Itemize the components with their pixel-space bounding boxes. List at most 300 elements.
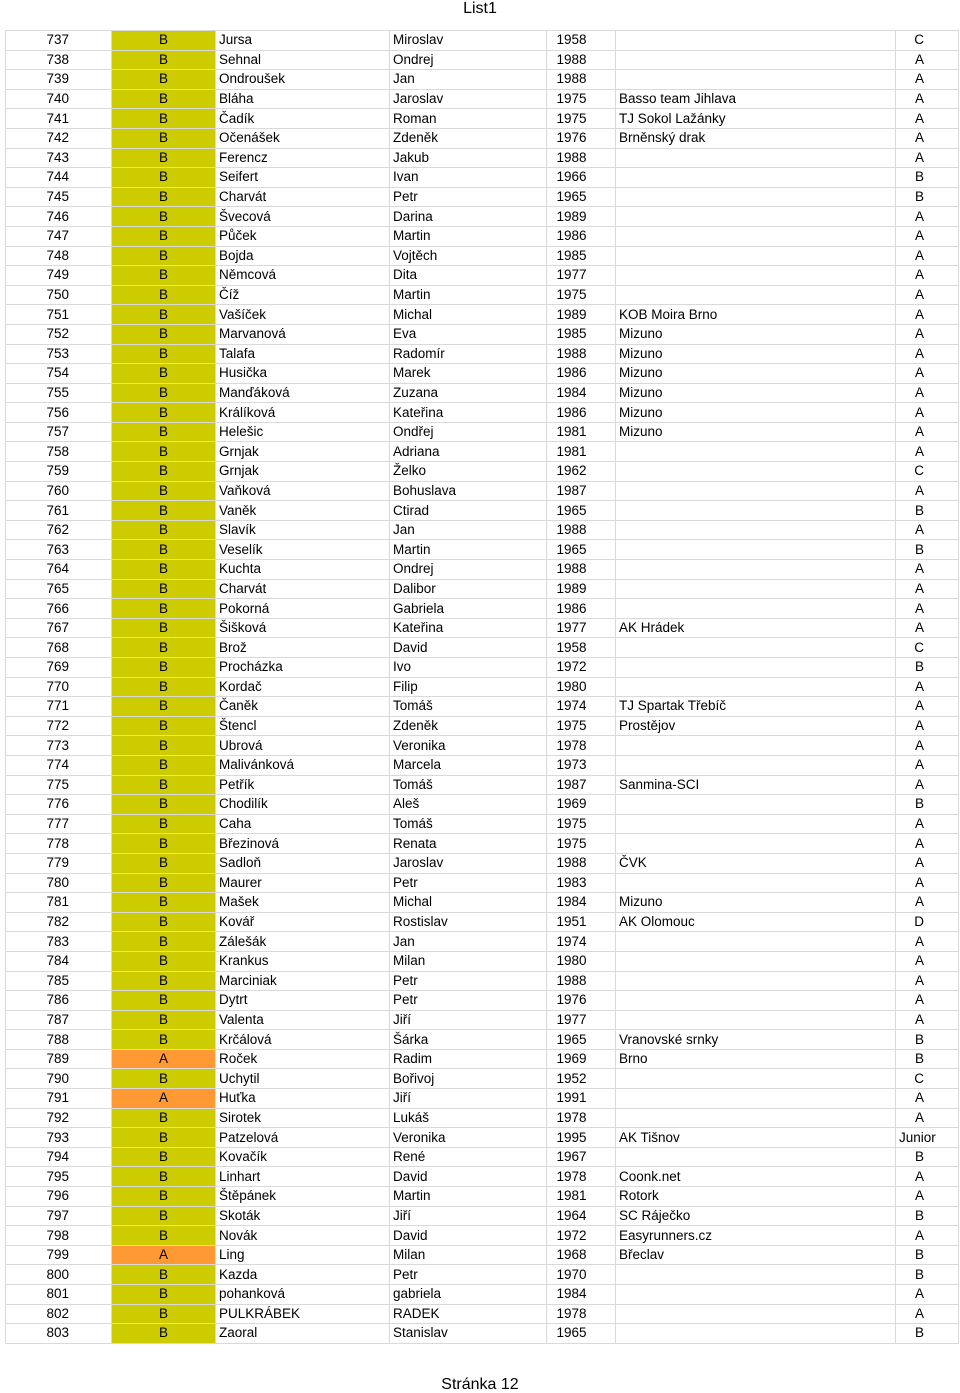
club-cell xyxy=(616,1069,896,1089)
start-number-cell: 792 xyxy=(6,1108,112,1128)
first-name-cell: Lukáš xyxy=(390,1108,547,1128)
class-cell: B xyxy=(896,1324,959,1344)
class-cell: A xyxy=(896,344,959,364)
first-name-cell: Jan xyxy=(390,520,547,540)
club-cell: SC Ráječko xyxy=(616,1206,896,1226)
first-name-cell: Želko xyxy=(390,462,547,482)
surname-cell: Marciniak xyxy=(216,971,390,991)
table-row xyxy=(6,1167,959,1187)
category-cell: B xyxy=(112,422,216,442)
start-number-cell: 784 xyxy=(6,951,112,971)
club-cell: KOB Moira Brno xyxy=(616,305,896,325)
club-cell xyxy=(616,795,896,815)
club-cell xyxy=(616,1108,896,1128)
table-row xyxy=(6,246,959,266)
category-cell: B xyxy=(112,1226,216,1246)
club-cell: ČVK xyxy=(616,853,896,873)
surname-cell: Brož xyxy=(216,638,390,658)
start-number-cell: 768 xyxy=(6,638,112,658)
first-name-cell: Jiří xyxy=(390,1089,547,1109)
start-number-cell: 789 xyxy=(6,1049,112,1069)
surname-cell: Grnjak xyxy=(216,442,390,462)
category-cell: B xyxy=(112,148,216,168)
birth-year-cell: 1978 xyxy=(547,1167,616,1187)
first-name-cell: Tomáš xyxy=(390,814,547,834)
start-number-cell: 760 xyxy=(6,481,112,501)
start-number-cell: 783 xyxy=(6,932,112,952)
start-number-cell: 750 xyxy=(6,285,112,305)
club-cell xyxy=(616,658,896,678)
category-cell: B xyxy=(112,226,216,246)
start-number-cell: 746 xyxy=(6,207,112,227)
surname-cell: Ling xyxy=(216,1245,390,1265)
category-cell: B xyxy=(112,1108,216,1128)
surname-cell: Roček xyxy=(216,1049,390,1069)
class-cell: A xyxy=(896,1108,959,1128)
birth-year-cell: 1983 xyxy=(547,873,616,893)
table-row xyxy=(6,638,959,658)
category-cell: B xyxy=(112,1069,216,1089)
category-cell: A xyxy=(112,1049,216,1069)
birth-year-cell: 1988 xyxy=(547,70,616,90)
first-name-cell: Veronika xyxy=(390,736,547,756)
birth-year-cell: 1974 xyxy=(547,697,616,717)
class-cell: A xyxy=(896,951,959,971)
birth-year-cell: 1965 xyxy=(547,187,616,207)
club-cell: Mizuno xyxy=(616,893,896,913)
birth-year-cell: 1988 xyxy=(547,971,616,991)
table-row xyxy=(6,1147,959,1167)
table-row xyxy=(6,893,959,913)
class-cell: A xyxy=(896,50,959,70)
surname-cell: Patzelová xyxy=(216,1128,390,1148)
first-name-cell: René xyxy=(390,1147,547,1167)
class-cell: A xyxy=(896,599,959,619)
start-number-cell: 790 xyxy=(6,1069,112,1089)
surname-cell: Štěpánek xyxy=(216,1187,390,1207)
birth-year-cell: 1988 xyxy=(547,148,616,168)
first-name-cell: Martin xyxy=(390,285,547,305)
surname-cell: Sirotek xyxy=(216,1108,390,1128)
club-cell: Easyrunners.cz xyxy=(616,1226,896,1246)
birth-year-cell: 1981 xyxy=(547,422,616,442)
class-cell: A xyxy=(896,991,959,1011)
category-cell: B xyxy=(112,364,216,384)
start-number-cell: 748 xyxy=(6,246,112,266)
class-cell: A xyxy=(896,89,959,109)
start-number-cell: 803 xyxy=(6,1324,112,1344)
first-name-cell: Petr xyxy=(390,187,547,207)
start-number-cell: 744 xyxy=(6,168,112,188)
start-number-cell: 797 xyxy=(6,1206,112,1226)
birth-year-cell: 1975 xyxy=(547,834,616,854)
birth-year-cell: 1985 xyxy=(547,246,616,266)
class-cell: A xyxy=(896,148,959,168)
surname-cell: Očenášek xyxy=(216,128,390,148)
birth-year-cell: 1988 xyxy=(547,560,616,580)
surname-cell: Manďáková xyxy=(216,383,390,403)
first-name-cell: Zuzana xyxy=(390,383,547,403)
first-name-cell: Radim xyxy=(390,1049,547,1069)
surname-cell: Sadloň xyxy=(216,853,390,873)
class-cell: A xyxy=(896,1187,959,1207)
first-name-cell: Bohuslava xyxy=(390,481,547,501)
first-name-cell: Milan xyxy=(390,1245,547,1265)
surname-cell: Valenta xyxy=(216,1010,390,1030)
surname-cell: Králíková xyxy=(216,403,390,423)
category-cell: B xyxy=(112,932,216,952)
table-row xyxy=(6,1304,959,1324)
start-number-cell: 778 xyxy=(6,834,112,854)
category-cell: B xyxy=(112,501,216,521)
club-cell: Rotork xyxy=(616,1187,896,1207)
first-name-cell: Jaroslav xyxy=(390,853,547,873)
birth-year-cell: 1965 xyxy=(547,1324,616,1344)
birth-year-cell: 1986 xyxy=(547,403,616,423)
first-name-cell: David xyxy=(390,1226,547,1246)
surname-cell: Talafa xyxy=(216,344,390,364)
category-cell: B xyxy=(112,971,216,991)
surname-cell: Šišková xyxy=(216,618,390,638)
class-cell: A xyxy=(896,442,959,462)
first-name-cell: Jiří xyxy=(390,1010,547,1030)
table-row xyxy=(6,1049,959,1069)
start-number-cell: 774 xyxy=(6,755,112,775)
birth-year-cell: 1975 xyxy=(547,716,616,736)
start-number-cell: 799 xyxy=(6,1245,112,1265)
surname-cell: Husička xyxy=(216,364,390,384)
class-cell: A xyxy=(896,1167,959,1187)
class-cell: A xyxy=(896,736,959,756)
table-row xyxy=(6,932,959,952)
birth-year-cell: 1987 xyxy=(547,481,616,501)
surname-cell: Charvát xyxy=(216,579,390,599)
category-cell: B xyxy=(112,207,216,227)
start-number-cell: 754 xyxy=(6,364,112,384)
start-number-cell: 786 xyxy=(6,991,112,1011)
club-cell: Mizuno xyxy=(616,383,896,403)
surname-cell: PULKRÁBEK xyxy=(216,1304,390,1324)
table-row xyxy=(6,912,959,932)
surname-cell: Zaoral xyxy=(216,1324,390,1344)
start-number-cell: 776 xyxy=(6,795,112,815)
surname-cell: Uchytil xyxy=(216,1069,390,1089)
surname-cell: Kovačík xyxy=(216,1147,390,1167)
class-cell: A xyxy=(896,775,959,795)
first-name-cell: Šárka xyxy=(390,1030,547,1050)
category-cell: B xyxy=(112,1285,216,1305)
surname-cell: Charvát xyxy=(216,187,390,207)
club-cell: Sanmina-SCI xyxy=(616,775,896,795)
class-cell: A xyxy=(896,109,959,129)
first-name-cell: Petr xyxy=(390,873,547,893)
table-row xyxy=(6,1108,959,1128)
club-cell: AK Tišnov xyxy=(616,1128,896,1148)
first-name-cell: Gabriela xyxy=(390,599,547,619)
class-cell: A xyxy=(896,1304,959,1324)
birth-year-cell: 1958 xyxy=(547,638,616,658)
club-cell xyxy=(616,1285,896,1305)
class-cell: B xyxy=(896,540,959,560)
class-cell: A xyxy=(896,70,959,90)
start-number-cell: 741 xyxy=(6,109,112,129)
club-cell xyxy=(616,462,896,482)
first-name-cell: Kateřina xyxy=(390,403,547,423)
class-cell: A xyxy=(896,697,959,717)
class-cell: B xyxy=(896,168,959,188)
club-cell: Mizuno xyxy=(616,422,896,442)
birth-year-cell: 1995 xyxy=(547,1128,616,1148)
category-cell: B xyxy=(112,403,216,423)
table-row xyxy=(6,364,959,384)
class-cell: B xyxy=(896,658,959,678)
club-cell xyxy=(616,599,896,619)
category-cell: B xyxy=(112,618,216,638)
first-name-cell: Roman xyxy=(390,109,547,129)
category-cell: B xyxy=(112,991,216,1011)
table-row xyxy=(6,128,959,148)
table-row xyxy=(6,677,959,697)
club-cell xyxy=(616,1324,896,1344)
table-row xyxy=(6,1285,959,1305)
surname-cell: Dytrt xyxy=(216,991,390,1011)
club-cell: Basso team Jihlava xyxy=(616,89,896,109)
table-row xyxy=(6,697,959,717)
first-name-cell: Dita xyxy=(390,266,547,286)
category-cell: B xyxy=(112,716,216,736)
surname-cell: Slavík xyxy=(216,520,390,540)
class-cell: A xyxy=(896,932,959,952)
surname-cell: Vašíček xyxy=(216,305,390,325)
birth-year-cell: 1964 xyxy=(547,1206,616,1226)
club-cell: AK Hrádek xyxy=(616,618,896,638)
first-name-cell: Ondrej xyxy=(390,560,547,580)
class-cell: A xyxy=(896,422,959,442)
start-number-cell: 764 xyxy=(6,560,112,580)
category-cell: B xyxy=(112,109,216,129)
table-row xyxy=(6,1187,959,1207)
table-row xyxy=(6,560,959,580)
category-cell: B xyxy=(112,560,216,580)
first-name-cell: Milan xyxy=(390,951,547,971)
class-cell: A xyxy=(896,481,959,501)
first-name-cell: Michal xyxy=(390,305,547,325)
table-row xyxy=(6,442,959,462)
club-cell xyxy=(616,148,896,168)
category-cell: B xyxy=(112,599,216,619)
club-cell xyxy=(616,873,896,893)
birth-year-cell: 1986 xyxy=(547,226,616,246)
category-cell: B xyxy=(112,383,216,403)
table-row xyxy=(6,1089,959,1109)
club-cell xyxy=(616,834,896,854)
surname-cell: Procházka xyxy=(216,658,390,678)
birth-year-cell: 1968 xyxy=(547,1245,616,1265)
start-number-cell: 751 xyxy=(6,305,112,325)
club-cell xyxy=(616,266,896,286)
table-row xyxy=(6,1030,959,1050)
start-number-cell: 738 xyxy=(6,50,112,70)
birth-year-cell: 1978 xyxy=(547,736,616,756)
results-table xyxy=(5,30,959,1344)
birth-year-cell: 1972 xyxy=(547,1226,616,1246)
birth-year-cell: 1988 xyxy=(547,520,616,540)
start-number-cell: 785 xyxy=(6,971,112,991)
category-cell: A xyxy=(112,1245,216,1265)
class-cell: B xyxy=(896,1147,959,1167)
class-cell: A xyxy=(896,207,959,227)
table-row xyxy=(6,1226,959,1246)
first-name-cell: Veronika xyxy=(390,1128,547,1148)
birth-year-cell: 1988 xyxy=(547,50,616,70)
table-row xyxy=(6,1206,959,1226)
start-number-cell: 752 xyxy=(6,324,112,344)
club-cell xyxy=(616,520,896,540)
table-row xyxy=(6,716,959,736)
table-row xyxy=(6,266,959,286)
table-row xyxy=(6,403,959,423)
class-cell: B xyxy=(896,501,959,521)
table-row xyxy=(6,31,959,51)
club-cell: Coonk.net xyxy=(616,1167,896,1187)
category-cell: B xyxy=(112,677,216,697)
club-cell xyxy=(616,755,896,775)
club-cell xyxy=(616,187,896,207)
table-row xyxy=(6,1010,959,1030)
start-number-cell: 800 xyxy=(6,1265,112,1285)
class-cell: A xyxy=(896,305,959,325)
club-cell xyxy=(616,207,896,227)
start-number-cell: 740 xyxy=(6,89,112,109)
class-cell: A xyxy=(896,364,959,384)
birth-year-cell: 1973 xyxy=(547,755,616,775)
table-row xyxy=(6,951,959,971)
club-cell xyxy=(616,1304,896,1324)
first-name-cell: Petr xyxy=(390,971,547,991)
surname-cell: Mašek xyxy=(216,893,390,913)
first-name-cell: Ivo xyxy=(390,658,547,678)
start-number-cell: 745 xyxy=(6,187,112,207)
class-cell: Junior xyxy=(896,1128,959,1148)
surname-cell: Ondroušek xyxy=(216,70,390,90)
class-cell: A xyxy=(896,560,959,580)
birth-year-cell: 1976 xyxy=(547,991,616,1011)
birth-year-cell: 1978 xyxy=(547,1304,616,1324)
club-cell: Mizuno xyxy=(616,403,896,423)
class-cell: C xyxy=(896,462,959,482)
category-cell: B xyxy=(112,1167,216,1187)
category-cell: B xyxy=(112,266,216,286)
club-cell xyxy=(616,932,896,952)
surname-cell: Grnjak xyxy=(216,462,390,482)
club-cell xyxy=(616,736,896,756)
birth-year-cell: 1965 xyxy=(547,1030,616,1050)
category-cell: B xyxy=(112,520,216,540)
birth-year-cell: 1965 xyxy=(547,501,616,521)
surname-cell: Zálešák xyxy=(216,932,390,952)
first-name-cell: David xyxy=(390,638,547,658)
first-name-cell: Eva xyxy=(390,324,547,344)
class-cell: A xyxy=(896,520,959,540)
first-name-cell: Vojtěch xyxy=(390,246,547,266)
birth-year-cell: 1972 xyxy=(547,658,616,678)
category-cell: B xyxy=(112,1206,216,1226)
first-name-cell: Petr xyxy=(390,991,547,1011)
surname-cell: Ubrová xyxy=(216,736,390,756)
first-name-cell: Adriana xyxy=(390,442,547,462)
class-cell: A xyxy=(896,1010,959,1030)
surname-cell: Jursa xyxy=(216,31,390,51)
class-cell: A xyxy=(896,1226,959,1246)
category-cell: B xyxy=(112,638,216,658)
table-row xyxy=(6,109,959,129)
category-cell: B xyxy=(112,951,216,971)
table-row xyxy=(6,324,959,344)
birth-year-cell: 1989 xyxy=(547,305,616,325)
surname-cell: Bláha xyxy=(216,89,390,109)
table-row xyxy=(6,658,959,678)
surname-cell: Krčálová xyxy=(216,1030,390,1050)
class-cell: A xyxy=(896,971,959,991)
birth-year-cell: 1958 xyxy=(547,31,616,51)
class-cell: A xyxy=(896,716,959,736)
start-number-cell: 773 xyxy=(6,736,112,756)
surname-cell: Čaněk xyxy=(216,697,390,717)
club-cell xyxy=(616,226,896,246)
first-name-cell: Jiří xyxy=(390,1206,547,1226)
table-row xyxy=(6,501,959,521)
table-row xyxy=(6,971,959,991)
category-cell: B xyxy=(112,246,216,266)
class-cell: B xyxy=(896,1265,959,1285)
birth-year-cell: 1970 xyxy=(547,1265,616,1285)
category-cell: B xyxy=(112,50,216,70)
first-name-cell: Zdeněk xyxy=(390,716,547,736)
class-cell: A xyxy=(896,814,959,834)
surname-cell: Caha xyxy=(216,814,390,834)
surname-cell: Linhart xyxy=(216,1167,390,1187)
start-number-cell: 759 xyxy=(6,462,112,482)
first-name-cell: RADEK xyxy=(390,1304,547,1324)
table-row xyxy=(6,148,959,168)
category-cell: B xyxy=(112,31,216,51)
club-cell: Prostějov xyxy=(616,716,896,736)
class-cell: A xyxy=(896,853,959,873)
first-name-cell: David xyxy=(390,1167,547,1187)
start-number-cell: 795 xyxy=(6,1167,112,1187)
table-row xyxy=(6,599,959,619)
category-cell: B xyxy=(112,1030,216,1050)
birth-year-cell: 1974 xyxy=(547,932,616,952)
birth-year-cell: 1969 xyxy=(547,795,616,815)
first-name-cell: Aleš xyxy=(390,795,547,815)
surname-cell: Maurer xyxy=(216,873,390,893)
surname-cell: Sehnal xyxy=(216,50,390,70)
class-cell: A xyxy=(896,383,959,403)
class-cell: C xyxy=(896,638,959,658)
club-cell: Mizuno xyxy=(616,364,896,384)
class-cell: A xyxy=(896,226,959,246)
table-row xyxy=(6,834,959,854)
birth-year-cell: 1977 xyxy=(547,1010,616,1030)
club-cell xyxy=(616,50,896,70)
surname-cell: Vaněk xyxy=(216,501,390,521)
class-cell: B xyxy=(896,1245,959,1265)
club-cell xyxy=(616,677,896,697)
surname-cell: Novák xyxy=(216,1226,390,1246)
surname-cell: Helešic xyxy=(216,422,390,442)
category-cell: B xyxy=(112,481,216,501)
